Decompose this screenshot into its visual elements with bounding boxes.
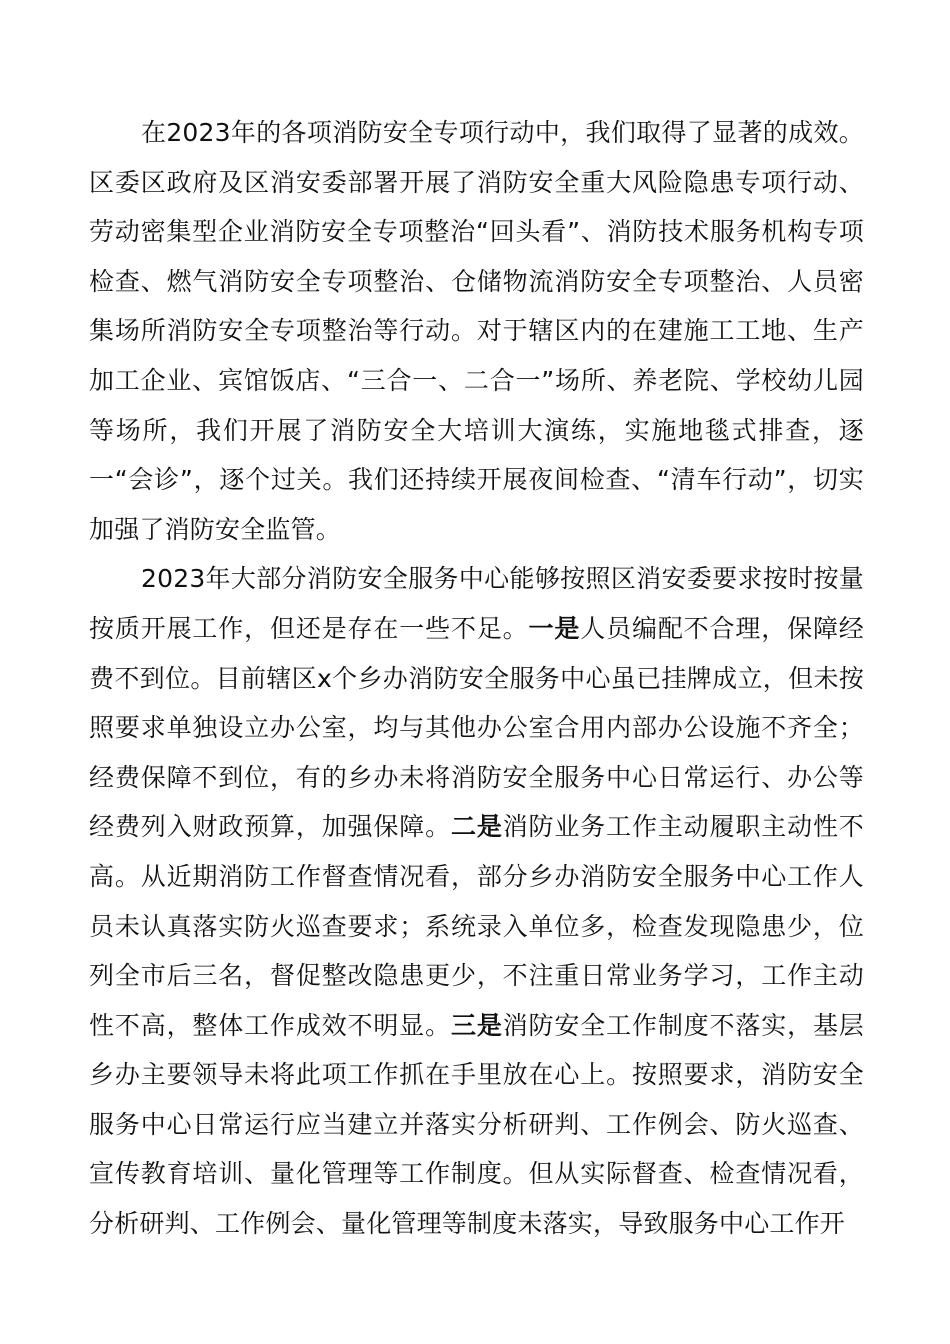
- item-2-label: 二是: [450, 812, 503, 842]
- item-1-text: 人员编配不合理，保障经费不到位。目前辖区x个乡办消防安全服务中心虽已挂牌成立，但未按照要求单独设立办公室，均与其他办公室合用内部办公设施不齐全；经费保障不到位，有的乡办未将消防安全服务中心日常运行、办公等经费列入财政预算，加强保障。: [89, 613, 864, 842]
- paragraph-2-intro: 2023年大部分消防安全服务中心能够按照区消安委要求按时按量按质开展工作，但还是存在一些不足。: [89, 564, 864, 643]
- paragraph-2: [89, 554, 864, 1248]
- document-body: [89, 108, 864, 1249]
- item-1-label: 一是: [528, 613, 581, 643]
- item-3-label: 三是: [450, 1010, 503, 1040]
- paragraph-1-text: 在2023年的各项消防安全专项行动中，我们取得了显著的成效。区委区政府及区消安委部署开展了消防安全重大风险隐患专项行动、劳动密集型企业消防安全专项整治“回头看”、消防技术服务机构专项检查、燃气消防安全专项整治、仓储物流消防安全专项整治、人员密集场所消防安全专项整治等行动。对于辖区内的在建施工工地、生产加工企业、宾馆饭店、“三合一、二合一”场所、养老院、学校幼儿园等场所，我们开展了消防安全大培训大演练，实施地毯式排查，逐一“会诊”，逐个过关。我们还持续开展夜间检查、“清车行动”，切实加强了消防安全监管。: [89, 118, 864, 544]
- item-3-text: 消防安全工作制度不落实，基层乡办主要领导未将此项工作抓在手里放在心上。按照要求，消防安全服务中心日常运行应当建立并落实分析研判、工作例会、防火巡查、宣传教育培训、量化管理等工作制度。但从实际督查、检查情况看，分析研判、工作例会、量化管理等制度未落实，导致服务中心工作开: [89, 1010, 864, 1239]
- paragraph-1: [89, 108, 864, 554]
- item-2-text: 消防业务工作主动履职主动性不高。从近期消防工作督查情况看，部分乡办消防安全服务中心工作人员未认真落实防火巡查要求；系统录入单位多，检查发现隐患少，位列全市后三名，督促整改隐患更少，不注重日常业务学习，工作主动性不高，整体工作成效不明显。: [89, 812, 864, 1040]
